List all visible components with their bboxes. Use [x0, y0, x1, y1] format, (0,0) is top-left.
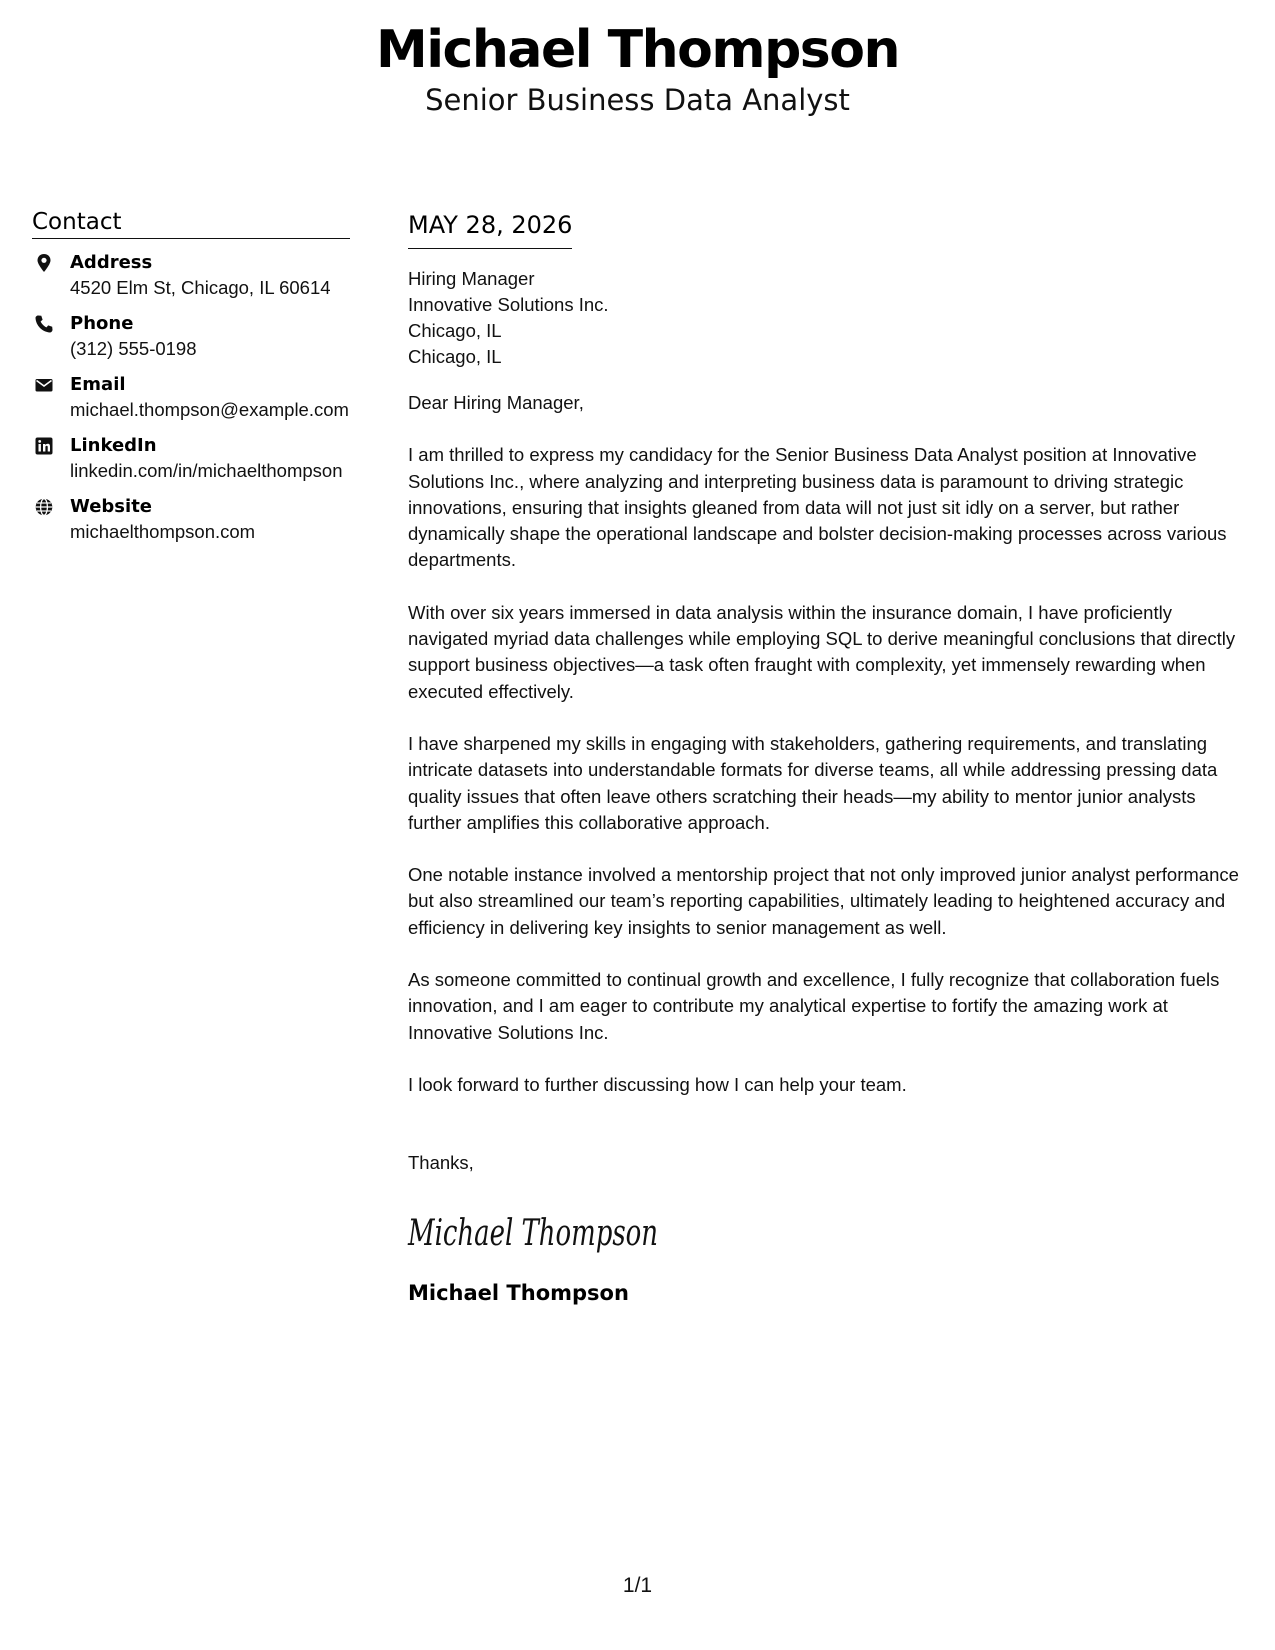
letter-date: MAY 28, 2026 — [408, 208, 572, 249]
contact-value-linkedin: linkedin.com/in/michaelthompson — [70, 460, 343, 481]
contact-label-email: Email — [70, 374, 126, 395]
contact-label-address: Address — [70, 252, 153, 273]
envelope-icon — [34, 375, 54, 395]
recipient-line: Innovative Solutions Inc. — [408, 294, 609, 315]
contact-item-website — [32, 495, 350, 544]
body-paragraph: I am thrilled to express my candidacy for the Senior Business Data Analyst position at Innovative Solutions Inc., where analyzing and interpreting business data is paramount to driving strategic innovations, ensuring that insights gleaned from data will not just sit idly on a server, but rather dynamically shape the operational landscape and bolster decision-making processes across various departments. — [408, 444, 1227, 571]
contact-value-website: michaelthompson.com — [70, 521, 256, 542]
recipient-line: Chicago, IL — [408, 346, 502, 367]
closing-line: I look forward to further discussing how I can help your team. — [408, 1073, 907, 1095]
contact-item-email — [32, 373, 350, 422]
linkedin-icon — [34, 436, 54, 456]
location-pin-icon — [34, 253, 54, 273]
body-paragraph: With over six years immersed in data analysis within the insurance domain, I have proficiently navigated myriad data challenges while employing SQL to derive meaningful conclusions that directly support business objectives—a task often fraught with complexity, yet immensely rewarding when executed effectively. — [408, 601, 1236, 702]
body-paragraph: One notable instance involved a mentorship project that not only improved junior analyst performance but also streamlined our team’s reporting capabilities, ultimately leading to heightened accuracy and efficiency in delivering key insights to senior management as well. — [408, 864, 1239, 938]
contact-item-address — [32, 251, 350, 300]
contact-value-address: 4520 Elm St, Chicago, IL 60614 — [70, 277, 331, 298]
salutation: Dear Hiring Manager, — [408, 392, 584, 413]
recipient-line: Chicago, IL — [408, 320, 502, 341]
phone-icon — [34, 314, 54, 334]
contact-section-title: Contact — [32, 208, 350, 239]
contact-value-email: michael.thompson@example.com — [70, 399, 349, 420]
contact-sidebar — [32, 208, 350, 544]
applicant-name: Michael Thompson — [375, 20, 899, 80]
letter-header — [0, 18, 1275, 118]
applicant-job-title: Senior Business Data Analyst — [425, 83, 850, 117]
contact-label-phone: Phone — [70, 313, 134, 334]
contact-item-linkedin — [32, 434, 350, 483]
page-number: 1/1 — [622, 1574, 653, 1597]
body-paragraph: I have sharpened my skills in engaging with stakeholders, gathering requirements, and translating intricate datasets into understandable formats for diverse teams, all while addressing pressing data quality issues that often leave others scratching their heads—my ability to mentor junior analysts further amplifies this collaborative approach. — [408, 732, 1218, 833]
signature-script-text: Michael Thompson — [407, 1212, 658, 1254]
contact-label-website: Website — [70, 496, 153, 517]
contact-label-linkedin: LinkedIn — [70, 435, 157, 456]
letter-body — [408, 208, 1243, 1307]
recipient-line: Hiring Manager — [408, 268, 535, 289]
sign-off: Thanks, — [408, 1152, 474, 1174]
globe-icon — [34, 497, 54, 517]
body-paragraph: As someone committed to continual growth and excellence, I fully recognize that collaboration fuels innovation, and I am eager to contribute my analytical expertise to fortify the amazing work at Innovative Solutions Inc. — [408, 969, 1220, 1043]
contact-item-phone — [32, 312, 350, 361]
signed-name: Michael Thompson — [408, 1280, 629, 1305]
contact-value-phone: (312) 555-0198 — [70, 338, 197, 359]
recipient-block — [408, 266, 1243, 370]
handwritten-signature — [408, 1207, 668, 1259]
